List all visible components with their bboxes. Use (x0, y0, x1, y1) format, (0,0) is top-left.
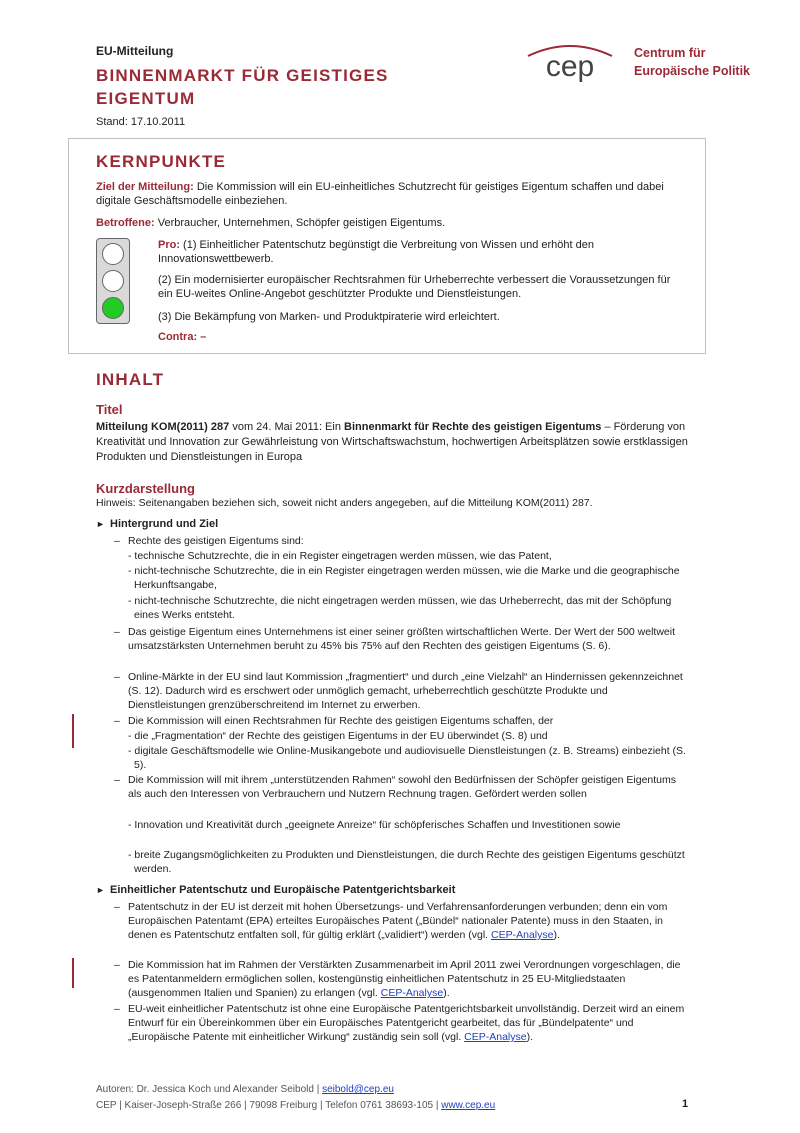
footer-authors-line (96, 1082, 495, 1098)
revision-bar (72, 958, 74, 988)
pro-point-3: (3) Die Bekämpfung von Marken- und Produktpiraterie wird erleichtert. (158, 311, 500, 323)
s1-d4: Die Kommission will einen Rechtsrahmen für Rechte des geistigen Eigentums schaffen, der (128, 715, 554, 727)
s2-d3 (128, 1002, 688, 1044)
betroffene-label: Betroffene: (96, 217, 155, 229)
document-kicker: EU-Mitteilung (96, 44, 174, 58)
traffic-light-icon (96, 238, 130, 324)
s1-d1-a: - technische Schutzrechte, die in ein Register eingetragen werden müssen, wie das Patent, (128, 550, 552, 562)
s2-d1-text: Patentschutz in der EU ist derzeit mit hohen Übersetzungs- und Verfahrensanforderungen verbunden; denn ein vom Europäischen Patentamt (EPA) erteiltes Europäisches Patent („Bündel“ nationaler Patente) muss in den Staaten, in denen es Patentschutz entfalten soll, für gültig erklärt („validiert“) werden (vgl. (128, 901, 668, 941)
list-item: – EU-weit einheitlicher Patentschutz ist ohne eine Europäische Patentgerichtsbarkeit unvollständig. Derzeit wird an einem Entwurf für ein Übereinkommen über ein Europäisches Patentgericht gearbeitet, das für „Bündelpatente“ und „Europäische Patente mit einheitlicher Wirkung“ zuständig sein soll (vgl. CEP-Analyse). (114, 1002, 688, 1044)
s2-d2-close: ). (443, 987, 450, 999)
revision-bar (72, 714, 74, 748)
list-item: – Patentschutz in der EU ist derzeit mit hohen Übersetzungs- und Verfahrensanforderungen verbunden; denn ein vom Europäischen Patentamt (EPA) erteiltes Europäisches Patent („Bündel“ nationaler Patente) muss in den Staaten, in denen es Patentschutz entfalten soll, für gültig erklärt („validiert“) werden (vgl. CEP-Analyse). (114, 900, 688, 942)
list-item: – Die Kommission will mit ihrem „unterstützenden Rahmen“ sowohl den Bedürfnissen der Schöpfer geistigen Eigentums als auch den Interessen von Verbrauchern und Nutzern Rechnung tragen. Gefördert werden sollen (114, 773, 688, 801)
s1-d5-b: - breite Zugangsmöglichkeiten zu Produkten und Dienstleistungen, die durch Rechte des geistigen Eigentums geschützt werden. (128, 849, 685, 875)
s1-d4-b: - digitale Geschäftsmodelle wie Online-Musikangebote und audiovisuelle Dienstleistungen (z. B. Streams) einbezieht (S. 5). (128, 745, 686, 771)
s1-d3: Online-Märkte in der EU sind laut Kommission „fragmentiert“ und durch „eine Vielzahl“ an Hindernissen gekennzeichnet (S. 12). Dadurch wird es erschwert oder unmöglich gemacht, urheberrechtlich geschützte Produkte und Dienstleistungen grenzüberschreitend im Internet zu erwerben. (128, 671, 683, 711)
footer-address-line (96, 1098, 495, 1114)
document-title: BINNENMARKT FÜR GEISTIGES EIGENTUM (96, 66, 389, 108)
list-item: – Online-Märkte in der EU sind laut Kommission „fragmentiert“ und durch „eine Vielzahl“ an Hindernissen gekennzeichnet (S. 12). Dadurch wird es erschwert oder unmöglich gemacht, urheberrechtlich geschützte Produkte und Dienstleistungen grenzüberschreitend im Internet zu erwerben. (114, 670, 688, 712)
titel-text-2: – Förderung von Kreativität und Innovation zur Gewährleistung von Wirtschaftswachstum, hochwertigen Arbeitsplätzen sowie erstklassigen Produkten und Dienstleistungen in Europa (96, 421, 688, 463)
s2-d1 (128, 900, 688, 942)
logo-mark-text: cep (545, 50, 595, 83)
contra-label: Contra: – (158, 331, 207, 343)
cep-analyse-link[interactable]: CEP-Analyse (491, 929, 554, 941)
s1-d1: Rechte des geistigen Eigentums sind: (128, 535, 304, 547)
pro-label: Pro: (158, 239, 180, 251)
kernpunkte-title: KERNPUNKTE (96, 152, 227, 171)
kurzdarstellung-heading: Kurzdarstellung (96, 481, 195, 496)
cep-analyse-link[interactable]: CEP-Analyse (464, 1031, 527, 1043)
s1-d5-a: - Innovation und Kreativität durch „geeignete Anreize“ für schöpferisches Schaffen und Investitionen sowie (128, 819, 621, 831)
s2-d1-close: ). (553, 929, 560, 941)
logo-text (634, 44, 750, 80)
email-link[interactable]: seibold@cep.eu (322, 1084, 394, 1095)
section-1-heading (96, 518, 218, 530)
traffic-light-middle (102, 270, 124, 292)
arrow-right-icon: ► (96, 885, 105, 895)
logo-line-1: Centrum für (634, 46, 706, 60)
section-2-heading (96, 884, 455, 896)
list-item: – Das geistige Eigentum eines Unternehmens ist einer seiner größten wirtschaftlichen Werte. Der Wert der 500 weltweit umsatzstärksten Unternehmen beruht zu 45% bis 75% auf den Rechten des geistigen Eigentums (S. 6). (114, 625, 688, 653)
titel-bold-2: Binnenmarkt für Rechte des geistigen Eigentums (344, 421, 602, 433)
traffic-light-top (102, 243, 124, 265)
s2-d3-text: EU-weit einheitlicher Patentschutz ist ohne eine Europäische Patentgerichtsbarkeit unvollständig. Derzeit wird an einem Entwurf für ein Übereinkommen über ein Europäisches Patentgericht gearbeitet, das für „Bündelpatente“ und „Europäische Patente mit einheitlicher Wirkung“ zuständig sein soll (vgl. (128, 1003, 685, 1043)
hinweis-note: Hinweis: Seitenangaben beziehen sich, soweit nicht anders angegeben, auf die Mitteilung KOM(2011) 287. (96, 497, 593, 509)
website-link[interactable]: www.cep.eu (441, 1100, 496, 1111)
titel-bold-1: Mitteilung KOM(2011) 287 (96, 421, 230, 433)
list-item: – Rechte des geistigen Eigentums sind: (114, 534, 688, 548)
section-2-title: Einheitlicher Patentschutz und Europäische Patentgerichtsbarkeit (110, 884, 456, 896)
s1-d1-c: - nicht-technische Schutzrechte, die nicht eingetragen werden müssen, wie das Urheberrecht, das mit der Schöpfung eines Werks entsteht. (128, 595, 672, 621)
pro-1-text: (1) Einheitlicher Patentschutz begünstigt die Verbreitung von Wissen und erhöht den Innovationswettbewerb. (158, 239, 594, 265)
list-item: – Die Kommission will einen Rechtsrahmen für Rechte des geistigen Eigentums schaffen, der (114, 714, 688, 728)
pro-point-1 (158, 238, 686, 266)
s2-d2-text: Die Kommission hat im Rahmen der Verstärkten Zusammenarbeit im April 2011 zwei Verordnungen vorgeschlagen, die es Patentanmeldern ermöglichen sollen, kostengünstig einheitlichen Patentschutz in 25 EU-Mitgliedstaaten (ausgenommen Italien und Spanien) zu erlangen (vgl. (128, 959, 681, 999)
footer (96, 1082, 495, 1114)
ziel-text: Die Kommission will ein EU-einheitliches Schutzrecht für geistiges Eigentum schaffen und dabei digitale Geschäftsmodelle einbeziehen. (96, 181, 664, 207)
s2-d3-close: ). (526, 1031, 534, 1043)
s1-d1-b: - nicht-technische Schutzrechte, die in ein Register eingetragen werden müssen, wie die Marke und die geographische Herkunftsangabe, (128, 565, 680, 591)
footer-authors: Autoren: Dr. Jessica Koch und Alexander Seibold | (96, 1084, 323, 1095)
titel-heading: Titel (96, 402, 123, 417)
pro-point-2: (2) Ein modernisierter europäischer Rechtsrahmen für Urheberrechte verbessert die Voraussetzungen für ein EU-weites Online-Angebot geschützter Produkte und Dienstleistungen. (158, 274, 671, 300)
document-date: Stand: 17.10.2011 (96, 116, 186, 128)
betroffene-text: Verbraucher, Unternehmen, Schöpfer geistigen Eigentums. (154, 217, 446, 229)
kernpunkte-betroffene (96, 216, 688, 230)
titel-paragraph (96, 420, 688, 465)
titel-text-1: vom 24. Mai 2011: Ein (229, 421, 345, 433)
footer-address: CEP | Kaiser-Joseph-Straße 266 | 79098 Freiburg | Telefon 0761 38693-105 | (96, 1100, 442, 1111)
page-number: 1 (682, 1098, 689, 1110)
arrow-right-icon: ► (96, 519, 105, 529)
section-1-title: Hintergrund und Ziel (110, 518, 219, 530)
kernpunkte-ziel (96, 180, 688, 208)
s2-d2 (128, 958, 688, 1000)
s1-d5: Die Kommission will mit ihrem „unterstützenden Rahmen“ sowohl den Bedürfnissen der Schöpfer geistigen Eigentums als auch den Interessen von Verbrauchern und Nutzern Rechnung tragen. Gefördert werden sollen (128, 774, 677, 800)
list-item: – Die Kommission hat im Rahmen der Verstärkten Zusammenarbeit im April 2011 zwei Verordnungen vorgeschlagen, die es Patentanmeldern ermöglichen sollen, kostengünstig einheitlichen Patentschutz in 25 EU-Mitgliedstaaten (ausgenommen Italien und Spanien) zu erlangen (vgl. CEP-Analyse). (114, 958, 688, 1000)
traffic-light-bottom-green (102, 297, 124, 319)
s1-d4-a: - die „Fragmentation“ der Rechte des geistigen Eigentums in der EU überwindet (S. 8) und (128, 730, 548, 742)
logo-line-2: Europäische Politik (634, 64, 751, 78)
s1-d2: Das geistige Eigentum eines Unternehmens ist einer seiner größten wirtschaftlichen Werte. Der Wert der 500 weltweit umsatzstärksten Unternehmen beruht zu 45% bis 75% auf den Rechten des geistigen Eigentums (S. 6). (128, 626, 676, 652)
inhalt-title: INHALT (96, 370, 165, 389)
cep-analyse-link[interactable]: CEP-Analyse (380, 987, 444, 999)
cep-logo-icon (520, 38, 620, 84)
ziel-label: Ziel der Mitteilung: (96, 181, 194, 193)
